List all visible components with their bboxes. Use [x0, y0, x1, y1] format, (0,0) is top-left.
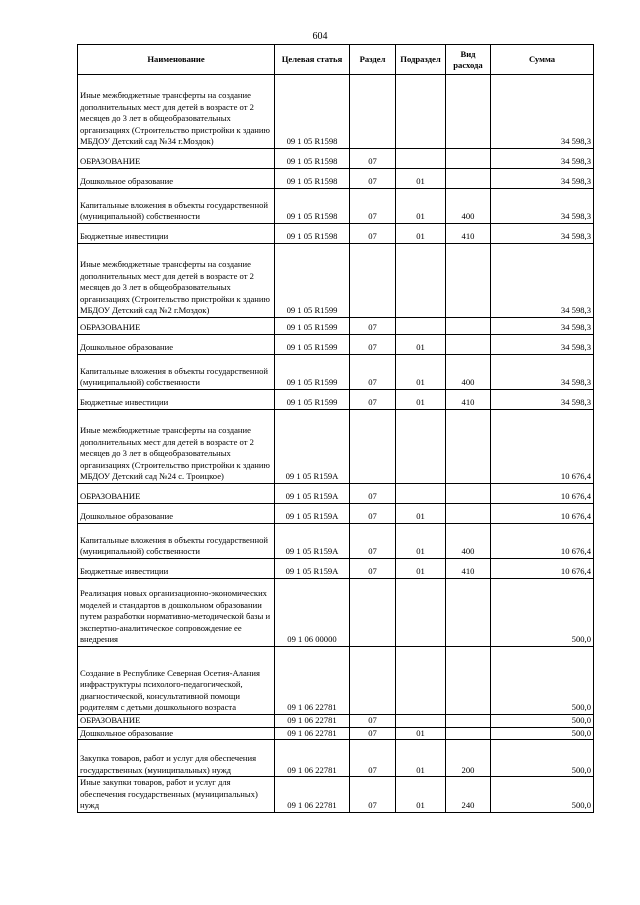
cell-section: 07: [350, 777, 396, 813]
cell-expense-type: 400: [446, 524, 491, 559]
cell-name: Дошкольное образование: [78, 169, 275, 189]
cell-section: 07: [350, 524, 396, 559]
cell-section: [350, 579, 396, 647]
cell-amount: 34 598,3: [491, 318, 594, 335]
cell-section: 07: [350, 224, 396, 244]
cell-name: Закупка товаров, работ и услуг для обеспечения государственных (муниципальных) нужд: [78, 740, 275, 777]
cell-name: Реализация новых организационно-экономических моделей и стандартов в дошкольном образовании путем разработки нормативно-методической базы и экспертно-аналитическое сопровождение ее внедрения: [78, 579, 275, 647]
cell-name: Иные межбюджетные трансферты на создание дополнительных мест для детей в возрасте от 2 месяцев до 3 лет в общеобразовательных организациях (Строительство пристройки к зданию МБДОУ Детский сад №34 г.Моздок): [78, 75, 275, 149]
table-row: [78, 524, 594, 559]
cell-name: Бюджетные инвестиции: [78, 559, 275, 579]
cell-subsection: 01: [396, 355, 446, 390]
cell-section: 07: [350, 355, 396, 390]
cell-expense-type: [446, 244, 491, 318]
cell-expense-type: [446, 504, 491, 524]
cell-section: 07: [350, 169, 396, 189]
table-row: [78, 244, 594, 318]
cell-amount: 34 598,3: [491, 169, 594, 189]
cell-target: 09 1 06 00000: [275, 579, 350, 647]
cell-name: Капитальные вложения в объекты государственной (муниципальной) собственности: [78, 524, 275, 559]
table-row: [78, 318, 594, 335]
header-target: Целевая статья: [275, 45, 350, 75]
cell-target: 09 1 05 R159A: [275, 559, 350, 579]
table-row: [78, 189, 594, 224]
cell-section: 07: [350, 149, 396, 169]
cell-target: 09 1 05 R159A: [275, 504, 350, 524]
cell-amount: 34 598,3: [491, 189, 594, 224]
cell-target: 09 1 06 22781: [275, 727, 350, 740]
cell-expense-type: [446, 149, 491, 169]
table-row: [78, 169, 594, 189]
cell-amount: 34 598,3: [491, 75, 594, 149]
cell-subsection: [396, 75, 446, 149]
cell-name: Дошкольное образование: [78, 504, 275, 524]
cell-section: 07: [350, 504, 396, 524]
cell-subsection: [396, 149, 446, 169]
cell-target: 09 1 06 22781: [275, 777, 350, 813]
cell-name: Бюджетные инвестиции: [78, 390, 275, 410]
cell-amount: 10 676,4: [491, 484, 594, 504]
header-section: Раздел: [350, 45, 396, 75]
cell-expense-type: 240: [446, 777, 491, 813]
cell-target: 09 1 05 R1598: [275, 169, 350, 189]
cell-amount: 10 676,4: [491, 559, 594, 579]
cell-section: 07: [350, 559, 396, 579]
table-header-row: [78, 45, 594, 75]
cell-subsection: 01: [396, 390, 446, 410]
cell-subsection: [396, 484, 446, 504]
cell-name: Иные закупки товаров, работ и услуг для обеспечения государственных (муниципальных) нужд: [78, 777, 275, 813]
cell-section: 07: [350, 727, 396, 740]
cell-subsection: 01: [396, 335, 446, 355]
cell-subsection: 01: [396, 169, 446, 189]
budget-table: [77, 44, 594, 813]
cell-subsection: [396, 318, 446, 335]
cell-subsection: 01: [396, 777, 446, 813]
cell-subsection: 01: [396, 524, 446, 559]
cell-target: 09 1 06 22781: [275, 715, 350, 728]
header-expense-type: Вид расхода: [446, 45, 491, 75]
cell-expense-type: 410: [446, 224, 491, 244]
table-row: [78, 504, 594, 524]
cell-amount: 500,0: [491, 727, 594, 740]
cell-name: Иные межбюджетные трансферты на создание дополнительных мест для детей в возрасте от 2 месяцев до 3 лет в общеобразовательных организациях (Строительство пристройки к зданию МБДОУ Детский сад №2 г.Моздок): [78, 244, 275, 318]
cell-target: 09 1 05 R1599: [275, 390, 350, 410]
cell-target: 09 1 05 R1598: [275, 149, 350, 169]
cell-name: ОБРАЗОВАНИЕ: [78, 149, 275, 169]
cell-target: 09 1 05 R1599: [275, 244, 350, 318]
cell-amount: 34 598,3: [491, 244, 594, 318]
cell-section: 07: [350, 390, 396, 410]
cell-subsection: [396, 579, 446, 647]
cell-target: 09 1 05 R1598: [275, 224, 350, 244]
table-row: [78, 484, 594, 504]
cell-expense-type: 400: [446, 189, 491, 224]
table-row: [78, 149, 594, 169]
cell-section: 07: [350, 189, 396, 224]
cell-expense-type: [446, 335, 491, 355]
cell-expense-type: [446, 410, 491, 484]
cell-subsection: 01: [396, 740, 446, 777]
cell-subsection: 01: [396, 224, 446, 244]
table-row: [78, 579, 594, 647]
cell-expense-type: [446, 579, 491, 647]
cell-section: 07: [350, 740, 396, 777]
cell-target: 09 1 05 R1599: [275, 355, 350, 390]
cell-subsection: [396, 715, 446, 728]
cell-amount: 500,0: [491, 777, 594, 813]
cell-amount: 10 676,4: [491, 410, 594, 484]
cell-subsection: [396, 647, 446, 715]
cell-amount: 34 598,3: [491, 149, 594, 169]
cell-amount: 34 598,3: [491, 355, 594, 390]
cell-section: 07: [350, 484, 396, 504]
cell-amount: 500,0: [491, 647, 594, 715]
cell-subsection: 01: [396, 189, 446, 224]
table-row: [78, 777, 594, 813]
cell-name: Бюджетные инвестиции: [78, 224, 275, 244]
table-row: [78, 75, 594, 149]
cell-name: Дошкольное образование: [78, 335, 275, 355]
cell-section: [350, 75, 396, 149]
cell-target: 09 1 06 22781: [275, 647, 350, 715]
cell-target: 09 1 05 R159A: [275, 410, 350, 484]
table-row: [78, 355, 594, 390]
cell-expense-type: 200: [446, 740, 491, 777]
table-row: [78, 410, 594, 484]
cell-amount: 10 676,4: [491, 524, 594, 559]
cell-subsection: [396, 244, 446, 318]
table-body: [78, 75, 594, 813]
header-amount: Сумма: [491, 45, 594, 75]
cell-target: 09 1 05 R1599: [275, 318, 350, 335]
cell-amount: 34 598,3: [491, 224, 594, 244]
cell-expense-type: 410: [446, 390, 491, 410]
cell-subsection: 01: [396, 504, 446, 524]
cell-expense-type: 400: [446, 355, 491, 390]
cell-expense-type: [446, 647, 491, 715]
table-row: [78, 390, 594, 410]
cell-amount: 34 598,3: [491, 390, 594, 410]
cell-section: [350, 647, 396, 715]
cell-subsection: 01: [396, 727, 446, 740]
cell-target: 09 1 06 22781: [275, 740, 350, 777]
cell-expense-type: [446, 169, 491, 189]
cell-name: ОБРАЗОВАНИЕ: [78, 715, 275, 728]
table-row: [78, 715, 594, 728]
cell-amount: 34 598,3: [491, 335, 594, 355]
cell-expense-type: [446, 484, 491, 504]
cell-section: 07: [350, 715, 396, 728]
cell-target: 09 1 05 R1599: [275, 335, 350, 355]
header-subsection: Подраздел: [396, 45, 446, 75]
cell-target: 09 1 05 R1598: [275, 75, 350, 149]
cell-amount: 500,0: [491, 740, 594, 777]
cell-name: ОБРАЗОВАНИЕ: [78, 318, 275, 335]
page-number: 604: [312, 31, 328, 42]
cell-name: Создание в Республике Северная Осетия-Алания инфраструктуры психолого-педагогической, диагностической, консультативной помощи родителям с детьми дошкольного возраста: [78, 647, 275, 715]
cell-target: 09 1 05 R1598: [275, 189, 350, 224]
header-name: Наименование: [78, 45, 275, 75]
cell-expense-type: [446, 715, 491, 728]
table-row: [78, 647, 594, 715]
cell-name: Капитальные вложения в объекты государственной (муниципальной) собственности: [78, 355, 275, 390]
cell-subsection: [396, 410, 446, 484]
cell-section: 07: [350, 318, 396, 335]
table-row: [78, 740, 594, 777]
cell-target: 09 1 05 R159A: [275, 524, 350, 559]
cell-target: 09 1 05 R159A: [275, 484, 350, 504]
cell-section: [350, 410, 396, 484]
table-row: [78, 559, 594, 579]
cell-amount: 500,0: [491, 579, 594, 647]
cell-expense-type: [446, 75, 491, 149]
table-row: [78, 335, 594, 355]
cell-name: Капитальные вложения в объекты государственной (муниципальной) собственности: [78, 189, 275, 224]
cell-expense-type: 410: [446, 559, 491, 579]
table-row: [78, 224, 594, 244]
cell-expense-type: [446, 318, 491, 335]
cell-amount: 10 676,4: [491, 504, 594, 524]
cell-name: ОБРАЗОВАНИЕ: [78, 484, 275, 504]
cell-amount: 500,0: [491, 715, 594, 728]
cell-section: 07: [350, 335, 396, 355]
cell-name: Иные межбюджетные трансферты на создание дополнительных мест для детей в возрасте от 2 месяцев до 3 лет в общеобразовательных организациях (Строительство пристройки к зданию МБДОУ Детский сад №24 с. Троицкое): [78, 410, 275, 484]
table-row: [78, 727, 594, 740]
cell-name: Дошкольное образование: [78, 727, 275, 740]
cell-expense-type: [446, 727, 491, 740]
cell-subsection: 01: [396, 559, 446, 579]
cell-section: [350, 244, 396, 318]
